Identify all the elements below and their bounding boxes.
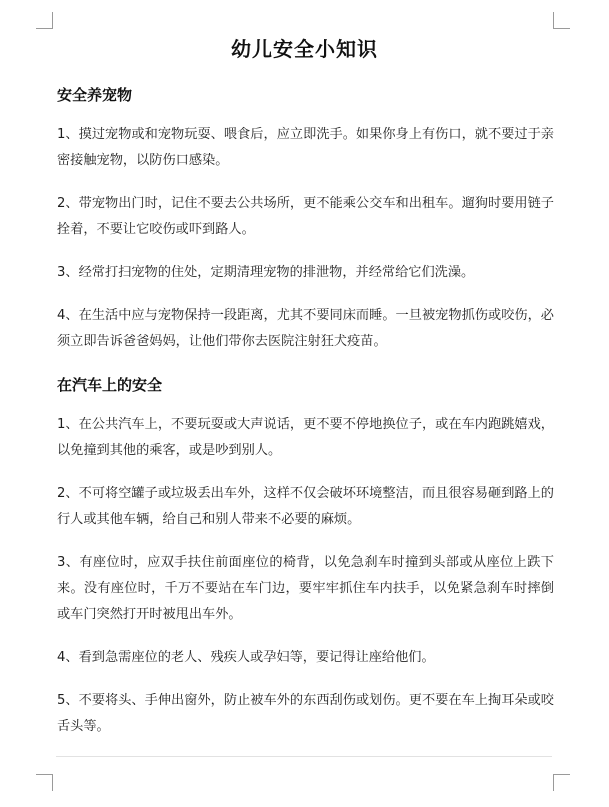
section-heading: 在汽车上的安全 (57, 376, 163, 394)
section-pet-safety (57, 82, 554, 355)
document-title: 幼儿安全小知识 (231, 37, 378, 61)
crop-mark-top-right (553, 12, 570, 29)
paragraph: 1、摸过宠物或和宠物玩耍、喂食后，应立即洗手。如果你身上有伤口，就不要过于亲密接触宠物，以防伤口感染。 (57, 127, 554, 168)
paragraph: 4、在生活中应与宠物保持一段距离，尤其不要同床而睡。一旦被宠物抓伤或咬伤，必须立即告诉爸爸妈妈，让他们带你去医院注射狂犬疫苗。 (57, 308, 554, 349)
footer-divider (56, 756, 552, 757)
paragraph: 1、在公共汽车上，不要玩耍或大声说话，更不要不停地换位子，或在车内跑跳嬉戏，以免撞到其他的乘客，或是吵到别人。 (57, 417, 554, 458)
paragraph: 2、不可将空罐子或垃圾丢出车外，这样不仅会破坏环境整洁，而且很容易砸到路上的行人或其他车辆，给自己和别人带来不必要的麻烦。 (57, 486, 554, 527)
section-car-safety (57, 372, 554, 740)
crop-mark-top-left (36, 12, 53, 29)
document-body (57, 80, 554, 740)
paragraph: 3、经常打扫宠物的住处，定期清理宠物的排泄物，并经常给它们洗澡。 (57, 265, 475, 280)
paragraph: 5、不要将头、手伸出窗外，防止被车外的东西刮伤或划伤。更不要在车上掏耳朵或咬舌头等。 (57, 693, 554, 734)
crop-mark-bottom-right (553, 774, 570, 791)
paragraph: 2、带宠物出门时，记住不要去公共场所，更不能乘公交车和出租车。遛狗时要用链子拴着，不要让它咬伤或吓到路人。 (57, 196, 554, 237)
section-heading: 安全养宠物 (57, 86, 133, 104)
crop-mark-bottom-left (36, 774, 53, 791)
paragraph: 3、有座位时，应双手扶住前面座位的椅背，以免急刹车时撞到头部或从座位上跌下来。没有座位时，千万不要站在车门边，要牢牢抓住车内扶手，以免紧急刹车时摔倒或车门突然打开时被甩出车外。 (57, 555, 554, 622)
paragraph: 4、看到急需座位的老人、残疾人或孕妇等，要记得让座给他们。 (57, 650, 435, 665)
